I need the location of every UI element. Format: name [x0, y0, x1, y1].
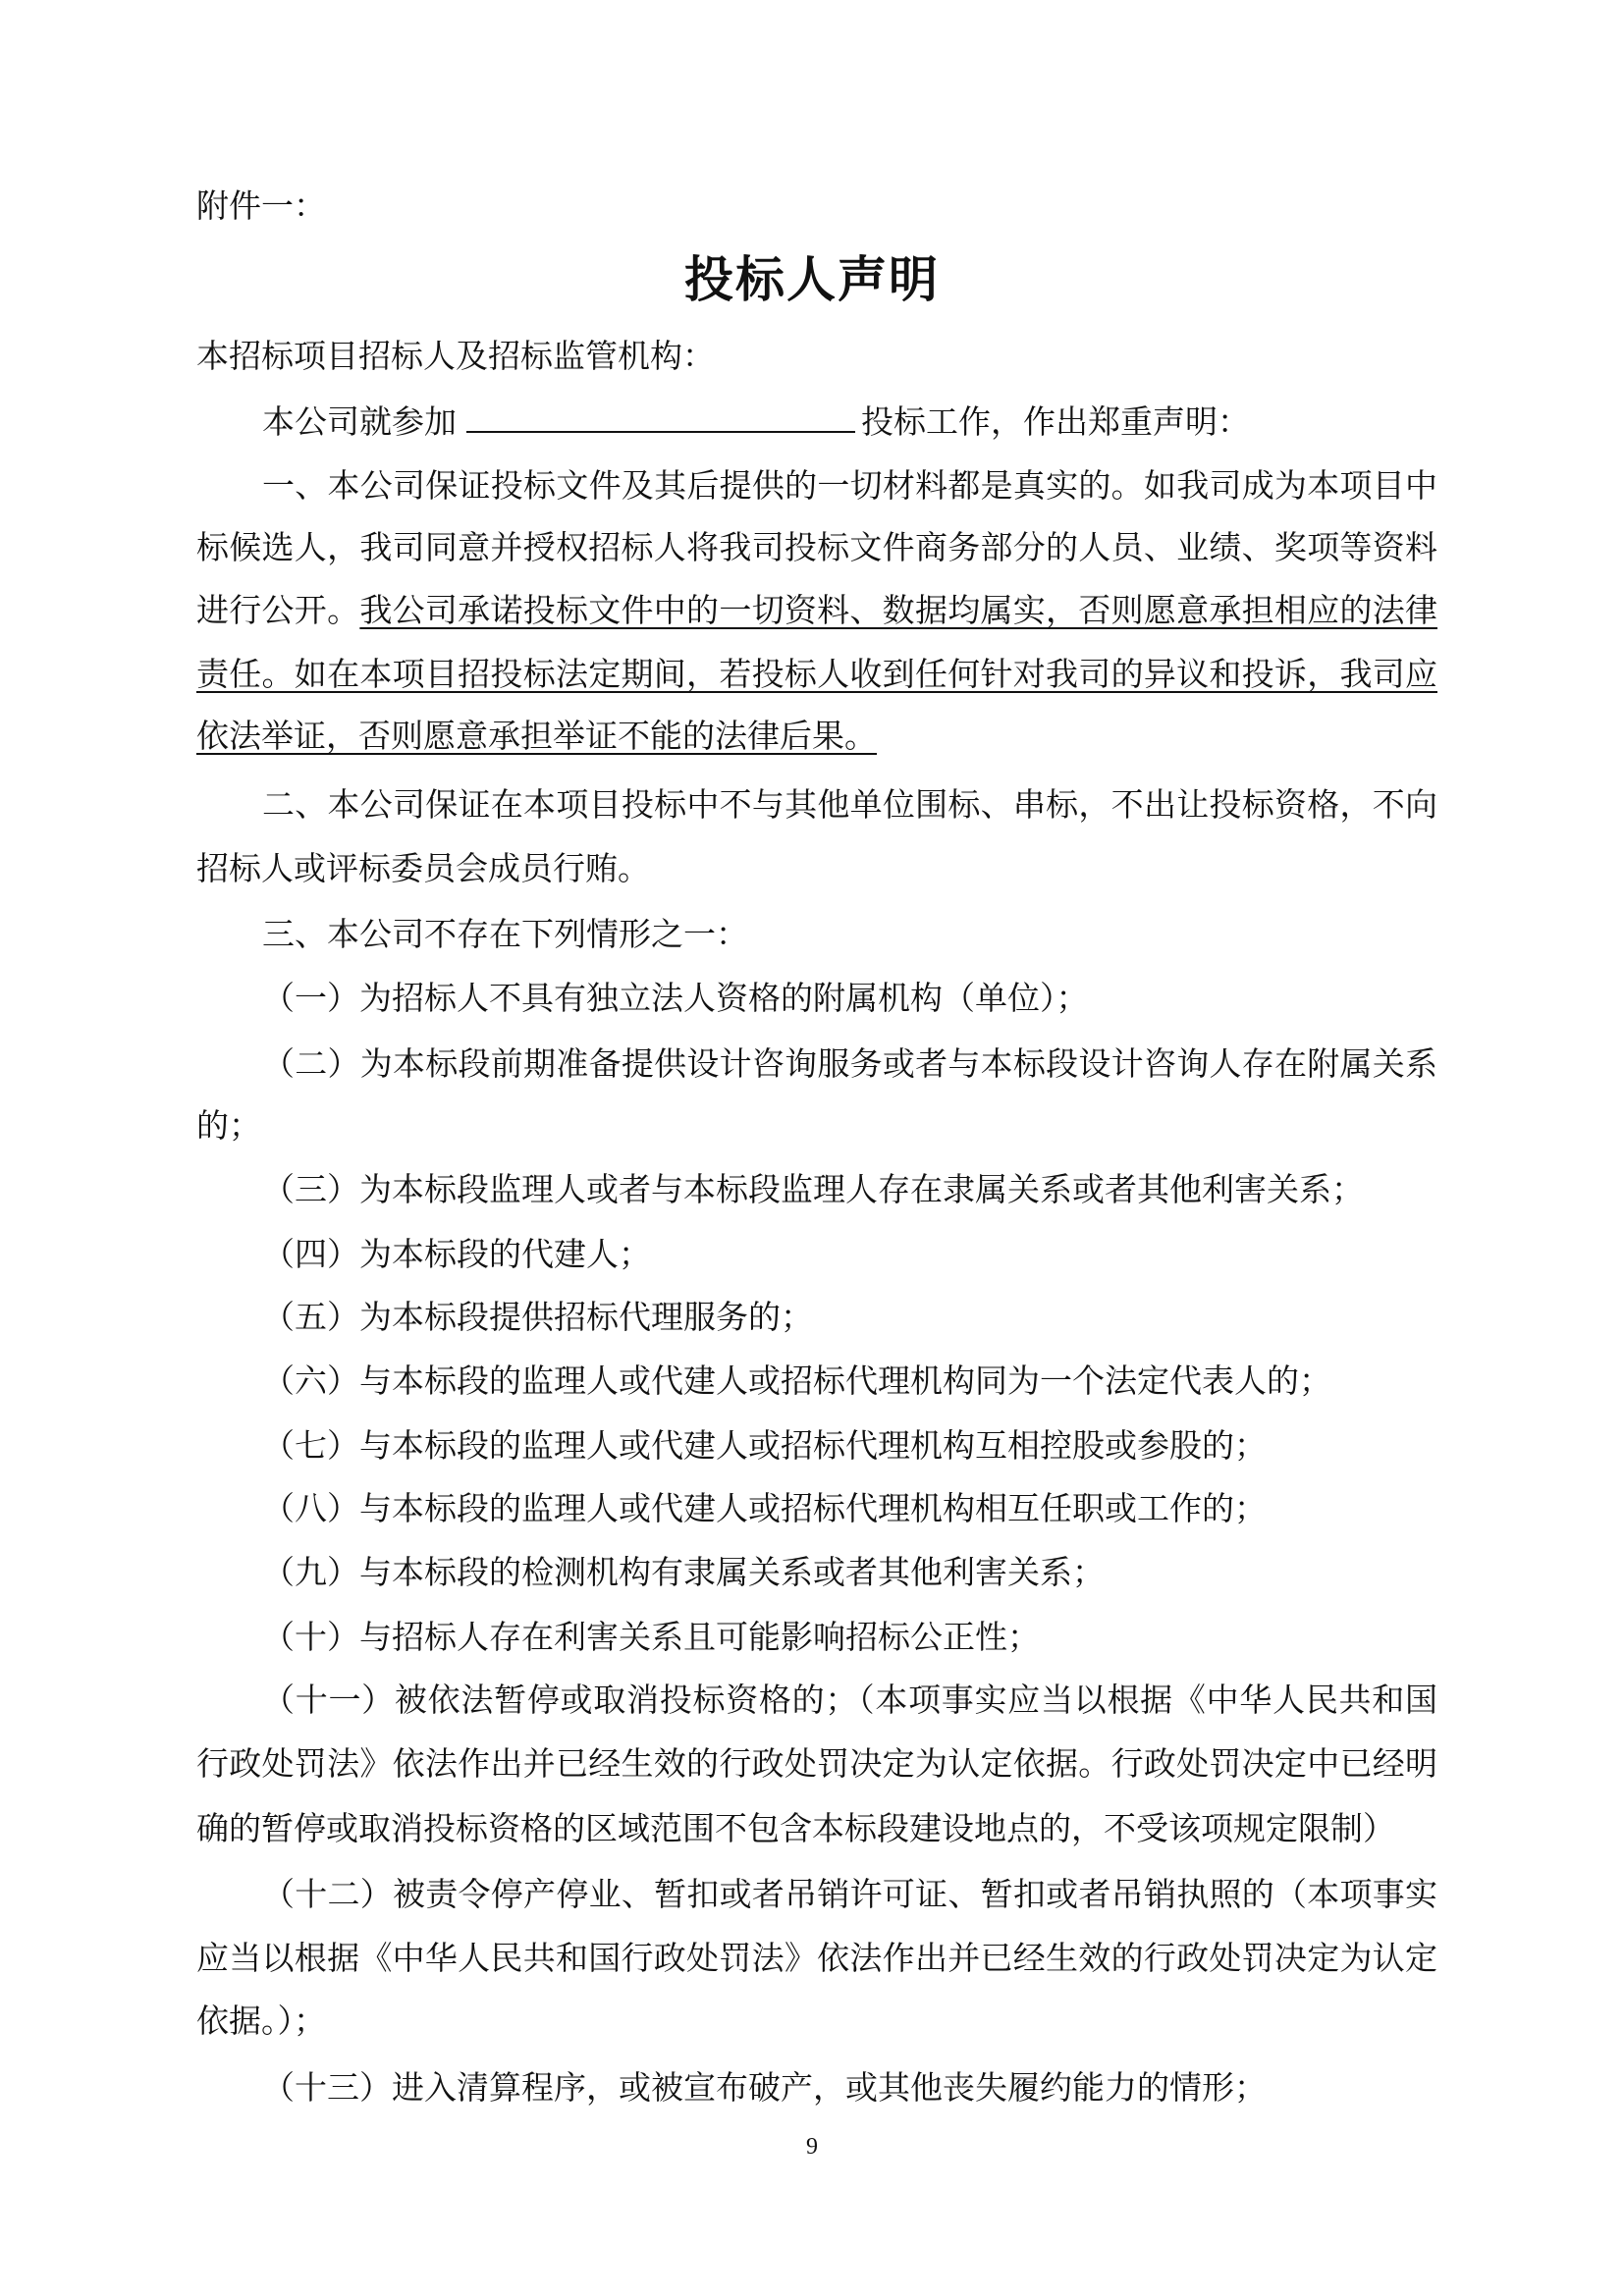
clause-3-item-11-line-1: （十一）被依法暂停或取消投标资格的；（本项事实应当以根据《中华人民共和国	[262, 1681, 1437, 1719]
clause-3-item-2-line-1: （二）为本标段前期准备提供设计咨询服务或者与本标段设计咨询人存在附属关系	[262, 1044, 1437, 1083]
attachment-label: 附件一：	[196, 187, 326, 225]
clause-1-line-1: 一、本公司保证投标文件及其后提供的一切材料都是真实的。如我司成为本项目中	[262, 466, 1437, 505]
clause-3-item-4: （四）为本标段的代建人；	[262, 1235, 651, 1273]
clause-3-item-11-line-2: 行政处罚法》依法作出并已经生效的行政处罚决定为认定依据。行政处罚决定中已经明	[196, 1744, 1437, 1783]
clause-1-line-4	[196, 655, 1437, 694]
clause-3-item-9: （九）与本标段的检测机构有隶属关系或者其他利害关系；	[262, 1553, 1105, 1591]
clause-2-line-1: 二、本公司保证在本项目投标中不与其他单位围标、串标，不出让投标资格，不向	[262, 785, 1437, 824]
clause-1-disclosure-end: 进行公开。	[196, 591, 360, 629]
clause-3-item-1: （一）为招标人不具有独立法人资格的附属机构（单位）；	[262, 979, 1089, 1017]
clause-1-commitment-line-1: 我公司承诺投标文件中的一切资料、数据均属实，否则愿意承担相应的法律	[359, 591, 1438, 629]
clause-1-commitment-line-2: 责任。如在本项目招投标法定期间，若投标人收到任何针对我司的异议和投诉，我司应	[196, 655, 1437, 693]
document-title: 投标人声明	[684, 251, 940, 308]
clause-3-item-6: （六）与本标段的监理人或代建人或招标代理机构同为一个法定代表人的；	[262, 1362, 1331, 1400]
clause-3-item-2-line-2: 的；	[196, 1106, 261, 1145]
declaration-intro	[262, 402, 1437, 442]
clause-3-item-5: （五）为本标段提供招标代理服务的；	[262, 1298, 813, 1336]
clause-1-line-3	[196, 591, 1437, 630]
clause-3-item-12-line-3: 依据。）；	[196, 2002, 326, 2040]
project-name-blank	[466, 423, 855, 433]
clause-3-heading: 三、本公司不存在下列情形之一：	[262, 915, 748, 953]
clause-1-line-2: 标候选人，我司同意并授权招标人将我司投标文件商务部分的人员、业绩、奖项等资料	[196, 528, 1437, 566]
clause-3-item-3: （三）为本标段监理人或者与本标段监理人存在隶属关系或者其他利害关系；	[262, 1170, 1364, 1208]
clause-1-line-5	[196, 717, 1437, 756]
page-number: 9	[806, 2134, 818, 2160]
clause-3-item-8: （八）与本标段的监理人或代建人或招标代理机构相互任职或工作的；	[262, 1489, 1267, 1527]
clause-2-line-2: 招标人或评标委员会成员行贿。	[196, 849, 650, 887]
intro-after-blank: 投标工作，作出郑重声明：	[861, 402, 1250, 441]
clause-3-item-12-line-1: （十二）被责令停产停业、暂扣或者吊销许可证、暂扣或者吊销执照的（本项事实	[262, 1875, 1437, 1913]
clause-3-item-10: （十）与招标人存在利害关系且可能影响招标公正性；	[262, 1618, 1040, 1656]
clause-3-item-11-line-3: 确的暂停或取消投标资格的区域范围不包含本标段建设地点的，不受该项规定限制）	[196, 1809, 1395, 1847]
addressee-line: 本招标项目招标人及招标监管机构：	[196, 337, 715, 375]
clause-1-commitment-line-3: 依法举证，否则愿意承担举证不能的法律后果。	[196, 717, 877, 755]
intro-before-blank: 本公司就参加	[262, 402, 457, 441]
clause-3-item-12-line-2: 应当以根据《中华人民共和国行政处罚法》依法作出并已经生效的行政处罚决定为认定	[196, 1939, 1437, 1977]
clause-3-item-7: （七）与本标段的监理人或代建人或招标代理机构互相控股或参股的；	[262, 1426, 1267, 1465]
clause-3-item-13: （十三）进入清算程序，或被宣布破产，或其他丧失履约能力的情形；	[262, 2068, 1267, 2107]
